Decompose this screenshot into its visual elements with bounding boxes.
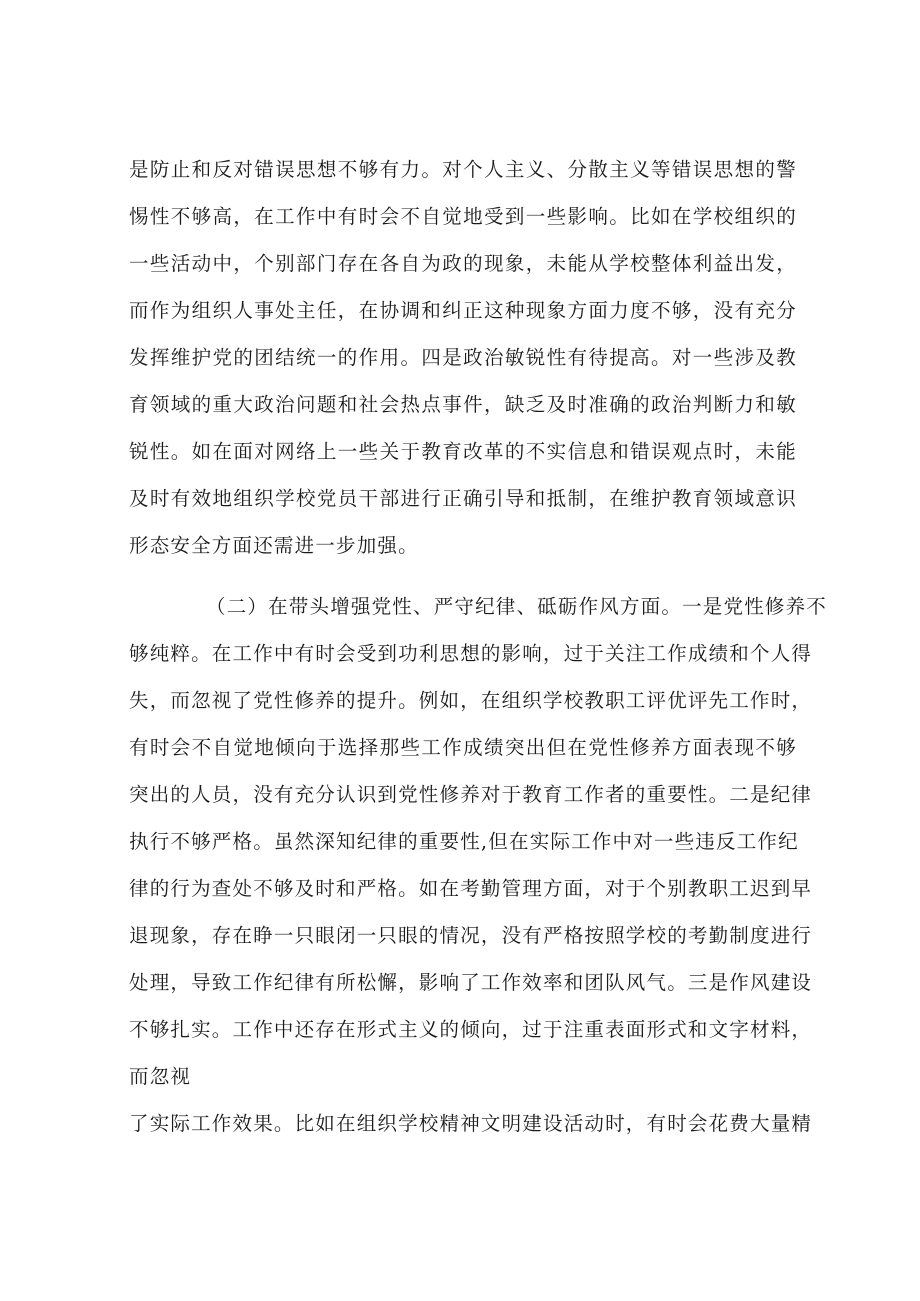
paragraph-line: 不够扎实。工作中还存在形式主义的倾向，过于注重表面形式和文字材料， (129, 1018, 813, 1041)
paragraph-line: 处理，导致工作纪律有所松懈，影响了工作效率和团队风气。三是作风建设 (129, 971, 813, 994)
paragraph-line: 是防止和反对错误思想不够有力。对个人主义、分散主义等错误思想的警 (129, 158, 797, 181)
paragraph-line: 律的行为查处不够及时和严格。如在考勤管理方面，对于个别教职工迟到早 (129, 877, 813, 900)
section-heading-line: （二）在带头增强党性、严守纪律、砥砺作风方面。一是党性修养不 (206, 595, 828, 618)
paragraph-line: 发挥维护党的团结统一的作用。四是政治敏锐性有待提高。对一些涉及教 (129, 346, 797, 369)
paragraph-line: 了实际工作效果。比如在组织学校精神文明建设活动时，有时会花费大量精 (129, 1112, 813, 1135)
paragraph-line: 而作为组织人事处主任，在协调和纠正这种现象方面力度不够，没有充分 (129, 299, 797, 322)
paragraph-line: 退现象，存在睁一只眼闭一只眼的情况，没有严格按照学校的考勤制度进行 (129, 924, 813, 947)
paragraph-line: 执行不够严格。虽然深知纪律的重要性,但在实际工作中对一些违反工作纪 (129, 830, 799, 853)
paragraph-line-last: 形态安全方面还需进一步加强。 (129, 534, 419, 557)
paragraph-line: 突出的人员，没有充分认识到党性修养对于教育工作者的重要性。二是纪律 (129, 783, 813, 806)
paragraph-line: 锐性。如在面对网络上一些关于教育改革的不实信息和错误观点时，未能 (129, 440, 797, 463)
paragraph-line: 够纯粹。在工作中有时会受到功利思想的影响，过于关注工作成绩和个人得 (129, 642, 813, 665)
paragraph-line: 失，而忽视了党性修养的提升。例如，在组织学校教职工评优评先工作时， (129, 689, 813, 712)
paragraph-line: 及时有效地组织学校党员干部进行正确引导和抵制，在维护教育领域意识 (129, 487, 797, 510)
paragraph-line: 有时会不自觉地倾向于选择那些工作成绩突出但在党性修养方面表现不够 (129, 736, 797, 759)
paragraph-line: 育领域的重大政治问题和社会热点事件，缺乏及时准确的政治判断力和敏 (129, 393, 797, 416)
paragraph-line-fragment: 而忽视 (129, 1065, 192, 1088)
paragraph-line: 惕性不够高，在工作中有时会不自觉地受到一些影响。比如在学校组织的 (129, 205, 797, 228)
paragraph-line: 一些活动中，个别部门存在各自为政的现象，未能从学校整体利益出发， (129, 252, 797, 275)
